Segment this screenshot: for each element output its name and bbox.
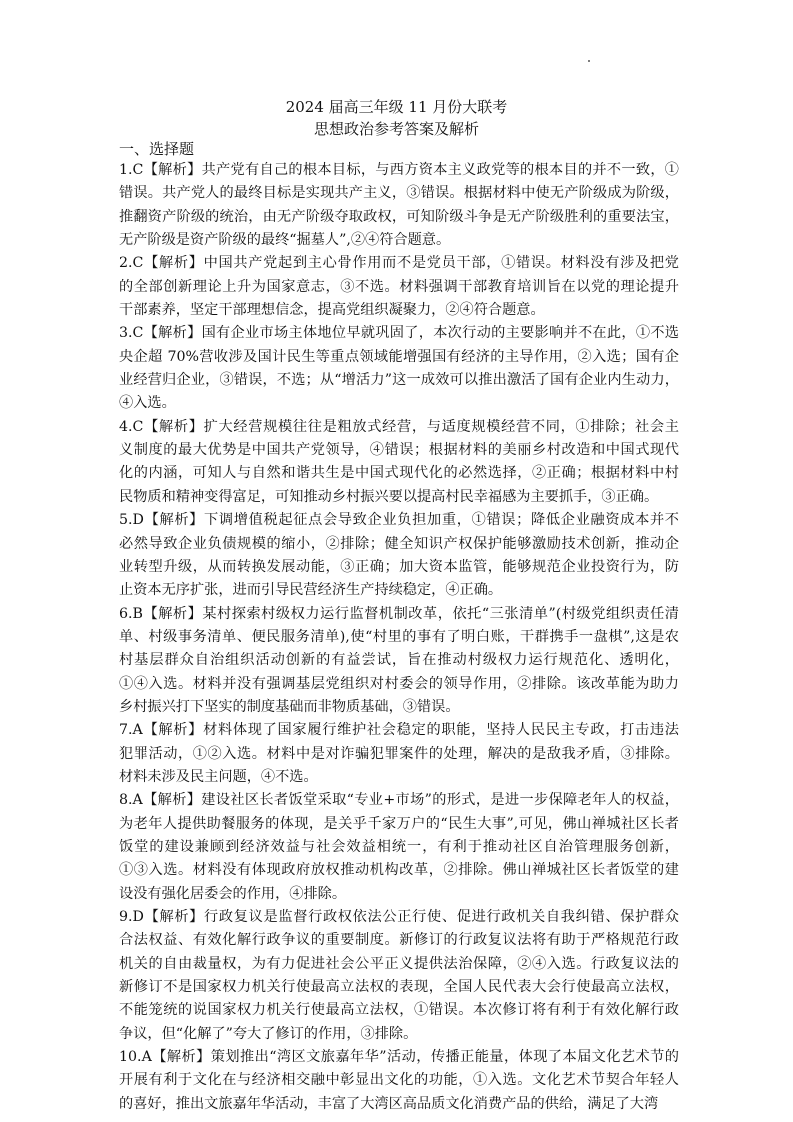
- answer-line: 的全部创新理论上升为国家意志，③不选。材料强调干部教育培训旨在以党的理论提升: [119, 278, 679, 295]
- answer-line: 争议，但“化解了”夸大了修订的作用，③排除。: [119, 1025, 418, 1042]
- answer-line: 4.C【解析】扩大经营规模往往是粗放式经营，与适度规模经营不同，①排除；社会主: [119, 418, 679, 435]
- answer-line: 义制度的最大优势是中国共产党领导，④错误；根据材料的美丽乡村改造和中国式现代: [119, 442, 679, 459]
- answer-line: 必然导致企业负债规模的缩小，②排除；健全知识产权保护能够激励技术创新，推动企: [119, 535, 679, 552]
- answer-item-2: [119, 252, 679, 322]
- answer-item-1: [119, 159, 679, 252]
- answer-list: [119, 159, 679, 1116]
- answer-line: 机关的自由裁量权，为有力促进社会公平正义提供法治保障，②④入选。行政复议法的: [119, 955, 679, 972]
- answer-line: 新修订不是国家权力机关行使最高立法权的表现，全国人民代表大会行使最高立法权，: [119, 979, 679, 996]
- answer-line: 设没有强化居委会的作用，④排除。: [119, 885, 347, 902]
- answer-line: 10.A【解析】策划推出“湾区文旅嘉年华”活动，传播正能量，体现了本届文化艺术节的: [119, 1049, 679, 1066]
- answer-line: 2.C【解析】中国共产党起到主心骨作用而不是党员干部，①错误。材料没有涉及把党: [119, 255, 679, 272]
- answer-line: 的喜好，推出文旅嘉年华活动，丰富了大湾区高品质文化消费产品的供给，满足了大湾: [119, 1095, 659, 1112]
- answer-line: 1.C【解析】共产党有自己的根本目标，与西方资本主义政党等的根本目的并不一致，①: [119, 162, 679, 178]
- answer-line: 乡村振兴打下坚实的制度基础而非物质基础，③错误。: [119, 698, 460, 715]
- answer-item-10: [119, 1046, 679, 1116]
- answer-line: 止资本无序扩张，进而引导民营经济生产持续稳定，④正确。: [119, 582, 503, 599]
- answer-item-9: [119, 906, 679, 1046]
- answer-line: 业经营归企业，③错误，不选；从“增活力”这一成效可以推出激活了国有企业内生动力，: [119, 372, 679, 389]
- answer-item-5: [119, 509, 679, 602]
- answer-line: 化的内涵，可知人与自然和谐共生是中国式现代化的必然选择，②正确；根据材料中村: [119, 465, 679, 482]
- answer-line: 材料未涉及民主问题，④不选。: [119, 768, 318, 785]
- answer-line: 合法权益、有效化解行政争议的重要制度。新修订的行政复议法将有助于严格规范行政: [119, 932, 679, 949]
- answer-item-8: [119, 789, 679, 906]
- answer-line: 无产阶级是资产阶级的最终“掘墓人”,②④符合题意。: [119, 232, 451, 249]
- answer-line: 单、村级事务清单、便民服务清单),使“村里的事有了明白账，干群携手一盘棋”,这是农: [119, 628, 679, 645]
- answer-line: 犯罪活动，①②入选。材料中是对诈骗犯罪案件的处理，解决的是敌我矛盾，③排除。: [119, 745, 679, 762]
- answer-line: ④入选。: [119, 395, 176, 412]
- answer-line: ①③入选。材料没有体现政府放权推动机构改革，②排除。佛山禅城社区长者饭堂的建: [119, 862, 679, 879]
- answer-line: 干部素养，坚定干部理想信念，提高党组织凝聚力，②④符合题意。: [119, 302, 545, 319]
- answer-line: 推翻资产阶级的统治，由无产阶级夺取政权，可知阶级斗争是无产阶级胜利的重要法宝，: [119, 208, 679, 225]
- corner-dot-mark: [588, 60, 590, 62]
- answer-item-4: [119, 416, 679, 509]
- answer-item-6: [119, 603, 679, 720]
- answer-line: 村基层群众自治组织活动创新的有益尝试，旨在推动村级权力运行规范化、透明化，: [119, 652, 679, 669]
- exam-subtitle: 思想政治参考答案及解析: [313, 120, 479, 138]
- answer-line: 6.B【解析】某村探索村级权力运行监督机制改革，依托“三张清单”(村级党组织责任清: [119, 605, 679, 622]
- answer-line: 错误。共产党人的最终目标是实现共产主义，③错误。根据材料中使无产阶级成为阶级，: [119, 185, 679, 202]
- answer-line: 5.D【解析】下调增值税起征点会导致企业负担加重，①错误；降低企业融资成本并不: [119, 512, 679, 529]
- answer-line: 饭堂的建设兼顾到经济效益与社会效益相统一，有利于推动社区自治管理服务创新，: [119, 838, 679, 855]
- answer-line: 8.A【解析】建设社区长者饭堂采取“专业+市场”的形式，是进一步保障老年人的权益，: [119, 792, 679, 809]
- answer-line: 7.A【解析】材料体现了国家履行维护社会稳定的职能，坚持人民民主专政，打击违法: [119, 722, 679, 739]
- answer-item-7: [119, 719, 679, 789]
- answer-line: ①④入选。材料并没有强调基层党组织对村委会的领导作用，②排除。该改革能为助力: [119, 675, 679, 692]
- answer-item-3: [119, 322, 679, 415]
- answer-line: 9.D【解析】行政复议是监督行政权依法公正行使、促进行政机关自我纠错、保护群众: [119, 909, 679, 925]
- answer-line: 央企超 70%营收涉及国计民生等重点领域能增强国有经济的主导作用，②入选；国有企: [119, 348, 679, 365]
- answer-line: 不能笼统的说国家权力机关行使最高立法权，①错误。本次修订将有利于有效化解行政: [119, 1002, 679, 1019]
- exam-title: 2024 届高三年级 11 月份大联考: [285, 98, 508, 116]
- answer-line: 3.C【解析】国有企业市场主体地位早就巩固了，本次行动的主要影响并不在此，①不选: [119, 325, 679, 342]
- answer-line: 开展有利于文化在与经济相交融中彰显出文化的功能，①入选。文化艺术节契合年轻人: [119, 1072, 679, 1089]
- answer-line: 业转型升级，从而转换发展动能，③正确；加大资本监管，能够规范企业投资行为，防: [119, 558, 679, 575]
- answer-line: 民物质和精神变得富足，可知推动乡村振兴要以提高村民幸福感为主要抓手，③正确。: [119, 488, 659, 505]
- answer-line: 为老年人提供助餐服务的体现，是关乎千家万户的“民生大事”,可见，佛山禅城社区长者: [119, 815, 679, 832]
- section-heading: 一、选择题: [119, 140, 195, 158]
